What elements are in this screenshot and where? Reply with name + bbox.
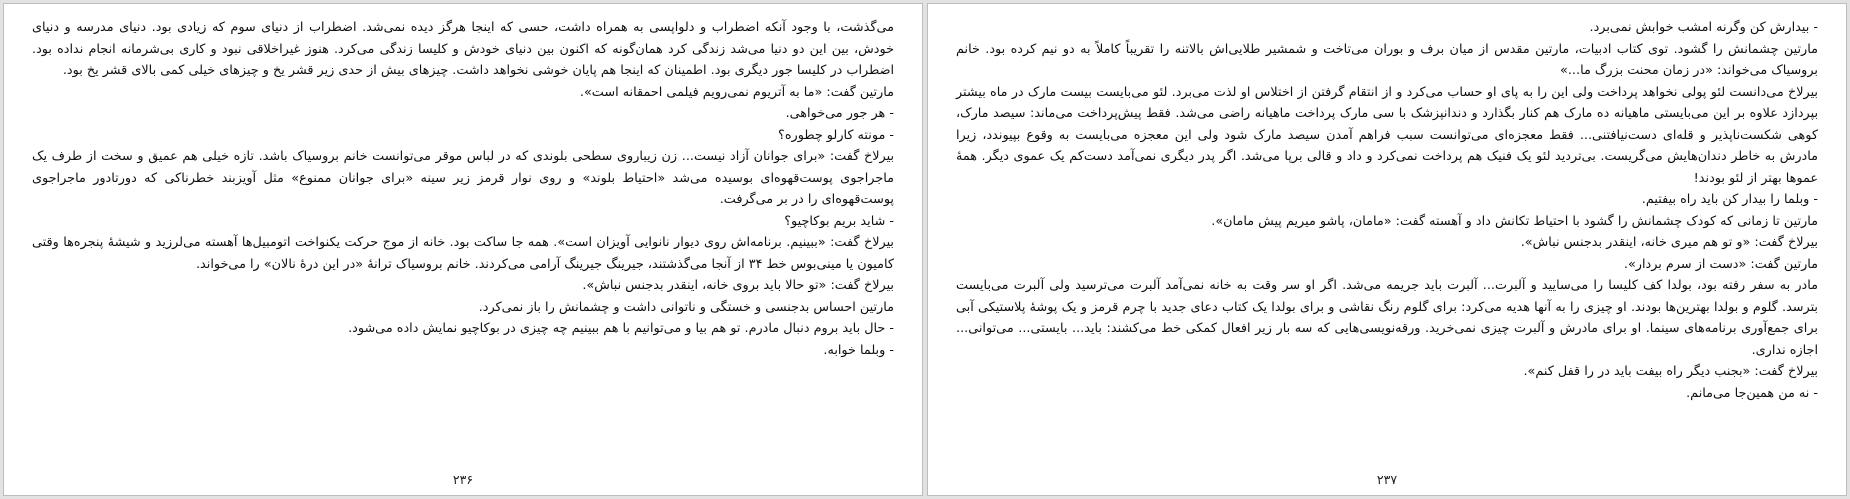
paragraph: بیرلاخ گفت: «تو حالا باید بروی خانه، اینقدر بدجنس نباش».: [582, 278, 894, 293]
paragraph: مارتین گفت: «ما به آتریوم نمی‌رویم فیلمی احمقانه است».: [579, 84, 894, 100]
paragraph: بیرلاخ می‌دانست لئو پولی نخواهد پرداخت ولی این را به پای او حساب می‌کرد و از انتقام گرفتن از اختلاس او لذت می‌برد. لئو می‌بایست بیست مارک در ماه بیشتر بپردازد علاوه بر این می‌بایستی ماهیانه ده مارک هم کنار بگذارد و دندانپزشک با سی مارک پرداخت ماهیانه راضی می‌شد. فقط پیش‌پرداخت می‌ماند: سیصد مارک، کوهی شکست‌ناپذیر و قله‌ای دست‌نیافتنی... فقط معجزه‌ای می‌توانست سبب فراهم آمدن سیصد مارک شود ولی این معجزه می‌بایست به وقوع بپیوندد، زیرا مادرش به خاطر دندان‌هایش می‌گریست. بی‌تردید لئو یک فنیک هم پرداخت نمی‌کرد و داد و قالی برپا می‌شد. اگر پدر دیگری نمی‌آمد دست‌کم یک عموی دیگر. همهٔ عموها بهتر از لئو بودند!: [956, 84, 1818, 186]
paragraph: - مونته کارلو چطوره؟: [778, 127, 894, 143]
paragraph: مارتین احساس بدجنسی و خستگی و ناتوانی داشت و چشمانش را باز نمی‌کرد.: [478, 299, 894, 315]
paragraph: بیرلاخ گفت: «ببینیم. برنامه‌اش روی دیوار نانوایی آویزان است». همه جا ساکت بود. خانه از موج حرکت یکنواخت اتومبیل‌ها آهسته می‌لرزید و شیشهٔ پنجره‌ها وقتی کامیون یا مینی‌بوس خط ۳۴ از آنجا می‌گذشتند، جیرینگ جیرینگ آرامی می‌کردند. خانم بروسیاک ترانهٔ «در این درهٔ نالان» را می‌خواند.: [32, 235, 894, 272]
page-right-text: [956, 17, 1818, 404]
page-right: [927, 3, 1847, 496]
paragraph: بیرلاخ گفت: «بجنب دیگر راه بیفت باید در را قفل کنم».: [1523, 364, 1818, 379]
paragraph: بیرلاخ گفت: «برای جوانان آزاد نیست... زن زیباروی سطحی بلوندی که در لباس موقر می‌توانست خانم بروسیاک باشد. تازه خیلی هم عمیق و سخت از طرف یک ماجراجوی پوست‌قهوه‌ای بوسیده می‌شد «احتیاط بلوند» و روی نوار قرمز زیر سینه «برای جوانان ممنوع» مثل آویزبند خطرناکی که دورتادور ماجراجوی پوست‌قهوه‌ای را در بر می‌گرفت.: [32, 149, 894, 207]
paragraph: - وبلما را بیدار کن باید راه بیفتیم.: [1641, 192, 1818, 207]
paragraph: - بیدارش کن وگرنه امشب خوابش نمی‌برد.: [1589, 20, 1818, 35]
paragraph: مارتین تا زمانی که کودک چشمانش را گشود با احتیاط تکانش داد و آهسته گفت: «مامان، پاشو میریم پیش مامان».: [1211, 213, 1818, 229]
page-left-text: [32, 17, 894, 361]
paragraph: مارتین چشمانش را گشود. توی کتاب ادبیات، مارتین مقدس از میان برف و بوران می‌تاخت و شمشیر طلایی‌اش بالاتنه را تقریباً کاملاً به دو نیم کرده بود. خانم بروسیاک می‌خواند: «در زمان محنت بزرگ ما...»: [956, 41, 1818, 78]
page-number: ۲۳۶: [452, 472, 474, 487]
paragraph: می‌گذشت، با وجود آنکه اضطراب و دلواپسی به همراه داشت، حسی که اینجا هرگز دیده نمی‌شد. اضطراب از دنیای سوم که زیادی بود. دنیای مدرسه و دنیای خودش، بین این دو دنیا می‌شد زندگی کرد همان‌گونه که اکنون بین دنیای خودش و کلیسا زندگی می‌کرد. هنوز غیراخلاقی نبود و کاری بی‌شرمانه انجام نداده بود. اضطراب در کلیسا جور دیگری بود. اطمینان که اینجا هم پایان خوشی نخواهد داشت. چیزهای بیش از حدی زیر قشر یخ و چیزهای خیلی کمی بالای قشر یخ بود.: [32, 20, 894, 78]
page-number: ۲۳۷: [1376, 472, 1398, 487]
page-left: [3, 3, 923, 496]
paragraph: مادر به سفر رفته بود، بولدا کف کلیسا را می‌سایید و آلبرت... آلبرت باید جریمه می‌شد. اگر او سر وقت به خانه نمی‌آمد آلبرت می‌ترسید ولی آلبرت می‌بایست بترسد. گلوم و بولدا بهترین‌ها بودند. او چیزی را به آنها هدیه می‌کرد: برای گلوم رنگ نقاشی و برای بولدا یک کتاب دعای جدید با چرم قرمز و یک پوشهٔ پلاستیکی آبی برای جمع‌آوری برنامه‌های سینما. او برای مادرش و آلبرت چیزی نمی‌خرید. ورقه‌نویسی‌هایی که سه بار زیر افعال کمکی خط می‌کشند: باید... بایستی... می‌توانی... اجازه نداری.: [956, 278, 1818, 358]
paragraph: مارتین گفت: «دست از سرم بردار».: [1623, 256, 1818, 272]
paragraph: - وبلما خوابه.: [823, 342, 894, 358]
paragraph: - هر جور می‌خواهی.: [785, 106, 894, 121]
paragraph: بیرلاخ گفت: «و تو هم میری خانه، اینقدر بدجنس نباش».: [1520, 235, 1818, 250]
paragraph: - شاید بریم بوکاچیو؟: [784, 213, 894, 229]
paragraph: - نه من همین‌جا می‌مانم.: [1686, 385, 1818, 401]
paragraph: - حال باید بروم دنبال مادرم. تو هم بیا و می‌توانیم با هم ببینیم چه چیزی در بوکاچیو نمایش داده می‌شود.: [348, 321, 894, 336]
